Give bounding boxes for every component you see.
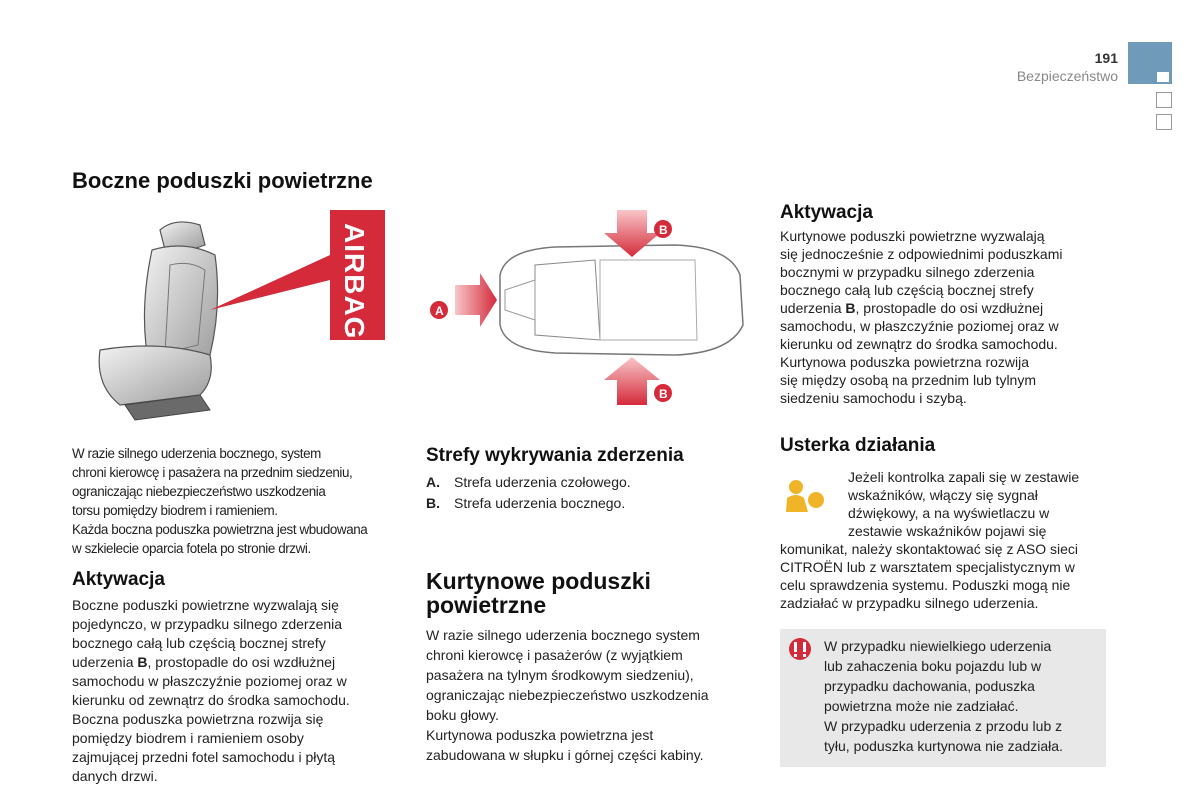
text-line: przypadku dachowania, poduszka xyxy=(824,678,1035,694)
zone-b-label-bottom: B xyxy=(659,387,668,401)
text-line: Kurtynowa poduszka powietrzna rozwija xyxy=(780,354,1030,370)
text-line: tyłu, poduszka kurtynowa nie zadziała. xyxy=(824,738,1063,754)
airbag-warning-lamp-icon xyxy=(782,478,828,514)
text-line: pomiędzy biodrem i ramieniem osoby xyxy=(72,730,304,746)
exclamation-warning-icon xyxy=(788,637,812,661)
intro-line: W razie silnego uderzenia bocznego, system xyxy=(72,446,321,461)
text-line: zajmującej przedni fotel samochodu i płytą xyxy=(72,749,336,765)
heading-line: powietrzne xyxy=(426,592,547,618)
zone-b-label-top: B xyxy=(659,223,668,237)
text-line: wskaźników, włączy się sygnał xyxy=(848,487,1038,503)
section-title: Bezpieczeństwo xyxy=(1016,68,1118,84)
fault-heading: Usterka działania xyxy=(780,435,936,456)
text-line: powietrzna może nie zadziałać. xyxy=(824,698,1019,714)
intro-line: Każda boczna poduszka powietrzna jest wbudowana xyxy=(72,522,368,537)
text-line: boku głowy. xyxy=(426,707,499,723)
curtain-text xyxy=(426,625,766,765)
intro-line: torsu pomiędzy biodrem i ramieniem. xyxy=(72,503,278,518)
seat-airbag-illustration xyxy=(90,205,390,425)
activation-text xyxy=(72,596,412,786)
zone-item: B. Strefa uderzenia bocznego. xyxy=(426,495,626,511)
airbag-label: AIRBAG xyxy=(339,223,370,340)
text-line: komunikat, należy skontaktować się z ASO sieci xyxy=(780,541,1079,557)
fault-text-indented xyxy=(848,468,1110,540)
heading-line: Kurtynowe poduszki xyxy=(426,568,651,594)
text-line: bocznego całą lub częścią bocznej strefy xyxy=(780,282,1034,298)
intro-line: w szkielecie oparcia fotela po stronie drzwi. xyxy=(72,541,311,556)
chapter-tab-empty xyxy=(1156,114,1172,130)
text-line: Kurtynowa poduszka powietrzna jest xyxy=(426,727,654,743)
intro-line: ograniczając niebezpieczeństwo uszkodzenia xyxy=(72,484,326,499)
text-line: pojedynczo, w przypadku silnego zderzenia xyxy=(72,616,343,632)
activation-heading: Aktywacja xyxy=(72,569,165,590)
page-number: 191 xyxy=(1094,50,1118,66)
text-line: W przypadku niewielkiego uderzenia xyxy=(824,638,1052,654)
text-line: samochodu, w płaszczyźnie poziomej oraz w xyxy=(780,318,1059,334)
car-impact-zones-diagram xyxy=(425,205,755,415)
text-line: dźwiękowy, a na wyświetlaczu w xyxy=(848,505,1050,521)
text-line: zabudowana w słupku i górnej części kabiny. xyxy=(426,747,704,763)
text-line: Jeżeli kontrolka zapali się w zestawie xyxy=(848,469,1080,485)
fault-text xyxy=(780,540,1110,612)
text-line: samochodu w płaszczyźnie poziomej oraz w xyxy=(72,673,347,689)
text-line: uderzenia B, prostopadle do osi wzdłużnej xyxy=(72,654,336,670)
text-line: Kurtynowe poduszki powietrzne wyzwalają xyxy=(780,228,1045,244)
text-line: celu sprawdzenia systemu. Poduszki mogą nie xyxy=(780,577,1071,593)
chapter-tab-marker xyxy=(1157,72,1169,82)
text-line: uderzenia B, prostopadle do osi wzdłużnej xyxy=(780,300,1044,316)
text-line: zestawie wskaźników pojawi się xyxy=(848,523,1047,539)
zone-item: A. Strefa uderzenia czołowego. xyxy=(426,474,631,490)
text-line: się jednocześnie z odpowiednimi poduszkami xyxy=(780,246,1063,262)
zones-list xyxy=(426,472,756,514)
text-line: lub zahaczenia boku pojazdu lub w xyxy=(824,658,1042,674)
text-line: ograniczając niebezpieczeństwo uszkodzenia xyxy=(426,687,709,703)
zones-heading: Strefy wykrywania zderzenia xyxy=(426,445,684,466)
page-title: Boczne poduszki powietrzne xyxy=(72,168,373,193)
text-line: się między osobą na przednim lub tylnym xyxy=(780,372,1037,388)
text-line: bocznymi w przypadku silnego zderzenia xyxy=(780,264,1035,280)
intro-line: chroni kierowcę i pasażera na przednim siedzeniu, xyxy=(72,465,353,480)
warning-notice-text xyxy=(824,636,1096,756)
text-line: kierunku od zewnątrz do środka samochodu. xyxy=(72,692,350,708)
zone-a-label: A xyxy=(435,304,444,318)
text-line: danych drzwi. xyxy=(72,768,158,784)
text-line: W przypadku uderzenia z przodu lub z xyxy=(824,718,1063,734)
curtain-activation-text xyxy=(780,227,1110,407)
curtain-activation-heading: Aktywacja xyxy=(780,202,873,223)
text-line: chroni kierowcę i pasażerów (z wyjątkiem xyxy=(426,647,683,663)
text-line: pasażera na tylnym środkowym siedzeniu), xyxy=(426,667,694,683)
chapter-tab-empty xyxy=(1156,92,1172,108)
text-line: kierunku od zewnątrz do środka samochodu. xyxy=(780,336,1058,352)
curtain-heading xyxy=(426,569,651,617)
text-line: Boczna poduszka powietrzna rozwija się xyxy=(72,711,324,727)
text-line: bocznego całą lub częścią bocznej strefy xyxy=(72,635,326,651)
text-line: zadziałać w przypadku silnego uderzenia. xyxy=(780,595,1039,611)
text-line: W razie silnego uderzenia bocznego system xyxy=(426,627,700,643)
text-line: Boczne poduszki powietrzne wyzwalają się xyxy=(72,597,339,613)
text-line: siedzeniu samochodu i szybą. xyxy=(780,390,967,406)
text-line: CITROËN lub z warsztatem specjalistycznym w xyxy=(780,559,1075,575)
